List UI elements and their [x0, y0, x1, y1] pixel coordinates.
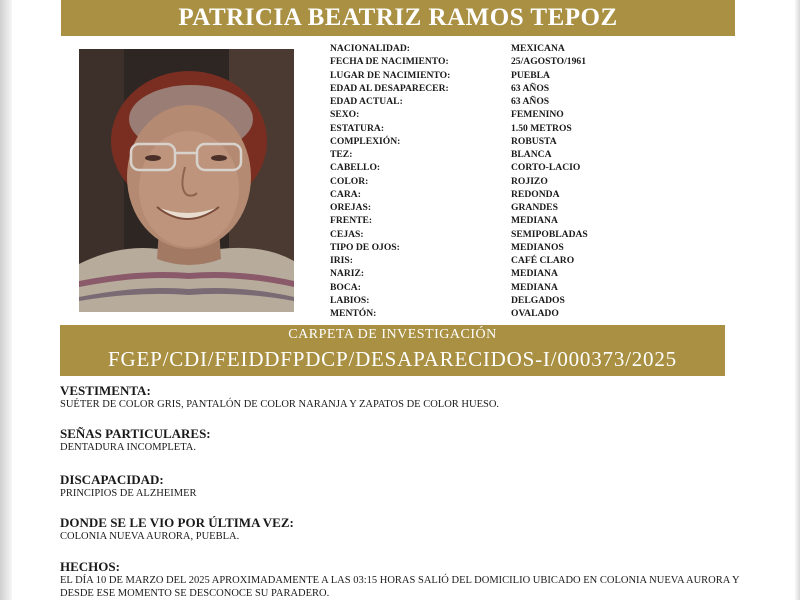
detail-row	[330, 175, 650, 188]
case-number: FGEP/CDI/FEIDDFPDCP/DESAPARECIDOS-I/000373/2025	[108, 347, 677, 371]
detail-value: ROBUSTA	[511, 135, 557, 147]
detail-label: COLOR:	[330, 175, 369, 187]
marks-section	[60, 427, 740, 454]
detail-row	[330, 161, 650, 174]
last-seen-section	[60, 516, 740, 543]
detail-label: LUGAR DE NACIMIENTO:	[330, 69, 451, 81]
disability-section	[60, 473, 740, 500]
disability-text: PRINCIPIOS DE ALZHEIMER	[60, 488, 197, 499]
physical-details-list	[330, 42, 650, 320]
detail-row	[330, 148, 650, 161]
missing-person-name: PATRICIA BEATRIZ RAMOS TEPOZ	[178, 4, 618, 31]
detail-label: FRENTE:	[330, 215, 373, 227]
detail-label: CABELLO:	[330, 162, 381, 174]
detail-row	[330, 42, 650, 55]
detail-value: ROJIZO	[511, 175, 548, 187]
detail-value: 63 AÑOS	[511, 82, 550, 94]
detail-row	[330, 294, 650, 307]
detail-row	[330, 188, 650, 201]
detail-label: TEZ:	[330, 149, 353, 160]
detail-label: COMPLEXIÓN:	[330, 135, 401, 147]
case-banner	[60, 325, 725, 376]
last-seen-title: DONDE SE LE VIO POR ÚLTIMA VEZ:	[60, 515, 294, 530]
detail-value: MEDIANA	[511, 268, 558, 280]
detail-label: EDAD ACTUAL:	[330, 96, 403, 107]
person-photo-icon	[79, 49, 294, 312]
detail-label: LABIOS:	[330, 294, 370, 306]
marks-title: SEÑAS PARTICULARES:	[60, 426, 211, 441]
facts-title: HECHOS:	[60, 559, 120, 574]
name-banner	[61, 0, 735, 36]
detail-label: OREJAS:	[330, 202, 372, 213]
facts-section	[60, 560, 740, 600]
detail-label: MENTÓN:	[330, 308, 377, 319]
detail-row	[330, 307, 650, 320]
last-seen-text: COLONIA NUEVA AURORA, PUEBLA.	[60, 531, 240, 542]
detail-label: NACIONALIDAD:	[330, 43, 410, 54]
facts-text: EL DÍA 10 DE MARZO DEL 2025 APROXIMADAMENTE A LAS 03:15 HORAS SALIÓ DEL DOMICILIO UBICADO EN COLONIA NUEVA AURORA Y DESDE ESE MOMENTO SE DESCONOCE SU PARADERO.	[60, 575, 740, 599]
detail-label: ESTATURA:	[330, 122, 385, 134]
detail-row	[330, 201, 650, 214]
page-edge-right	[794, 0, 800, 600]
detail-label: CARA:	[330, 188, 361, 200]
detail-value: MEDIANA	[511, 281, 558, 293]
detail-row	[330, 214, 650, 227]
clothing-title: VESTIMENTA:	[60, 383, 151, 398]
marks-text: DENTADURA INCOMPLETA.	[60, 442, 196, 453]
detail-row	[330, 122, 650, 135]
detail-row	[330, 135, 650, 148]
disability-title: DISCAPACIDAD:	[60, 472, 164, 487]
detail-value: 25/AGOSTO/1961	[511, 56, 586, 68]
detail-value: BLANCA	[511, 149, 552, 160]
detail-label: BOCA:	[330, 281, 361, 293]
detail-label: IRIS:	[330, 255, 353, 266]
detail-value: PUEBLA	[511, 69, 550, 81]
detail-label: NARIZ:	[330, 268, 365, 280]
detail-value: MEDIANOS	[511, 241, 564, 253]
detail-row	[330, 82, 650, 95]
detail-label: EDAD AL DESAPARECER:	[330, 82, 449, 94]
detail-row	[330, 95, 650, 108]
detail-row	[330, 254, 650, 267]
detail-value: CORTO-LACIO	[511, 162, 581, 174]
detail-value: SEMIPOBLADAS	[511, 228, 588, 240]
detail-value: OVALADO	[511, 308, 559, 319]
page-edge-shadow	[0, 0, 12, 600]
clothing-text: SUÉTER DE COLOR GRIS, PANTALÓN DE COLOR NARANJA Y ZAPATOS DE COLOR HUESO.	[60, 399, 500, 410]
detail-row	[330, 241, 650, 254]
detail-value: FEMENINO	[511, 109, 564, 121]
person-photo	[79, 49, 294, 312]
detail-row	[330, 267, 650, 280]
detail-value: 63 AÑOS	[511, 96, 550, 107]
detail-row	[330, 69, 650, 82]
detail-value: DELGADOS	[511, 294, 565, 306]
detail-row	[330, 55, 650, 68]
detail-row	[330, 281, 650, 294]
detail-label: SEXO:	[330, 109, 360, 121]
clothing-section	[60, 384, 740, 411]
detail-label: FECHA DE NACIMIENTO:	[330, 56, 449, 68]
detail-value: CAFÉ CLARO	[511, 255, 575, 266]
case-heading: CARPETA DE INVESTIGACIÓN	[288, 327, 497, 342]
detail-value: REDONDA	[511, 188, 560, 200]
detail-value: GRANDES	[511, 202, 558, 213]
detail-value: 1.50 METROS	[511, 122, 572, 134]
detail-row	[330, 228, 650, 241]
detail-row	[330, 108, 650, 121]
detail-label: TIPO DE OJOS:	[330, 241, 400, 253]
detail-label: CEJAS:	[330, 228, 364, 240]
detail-value: MEXICANA	[511, 43, 565, 54]
detail-value: MEDIANA	[511, 215, 558, 227]
